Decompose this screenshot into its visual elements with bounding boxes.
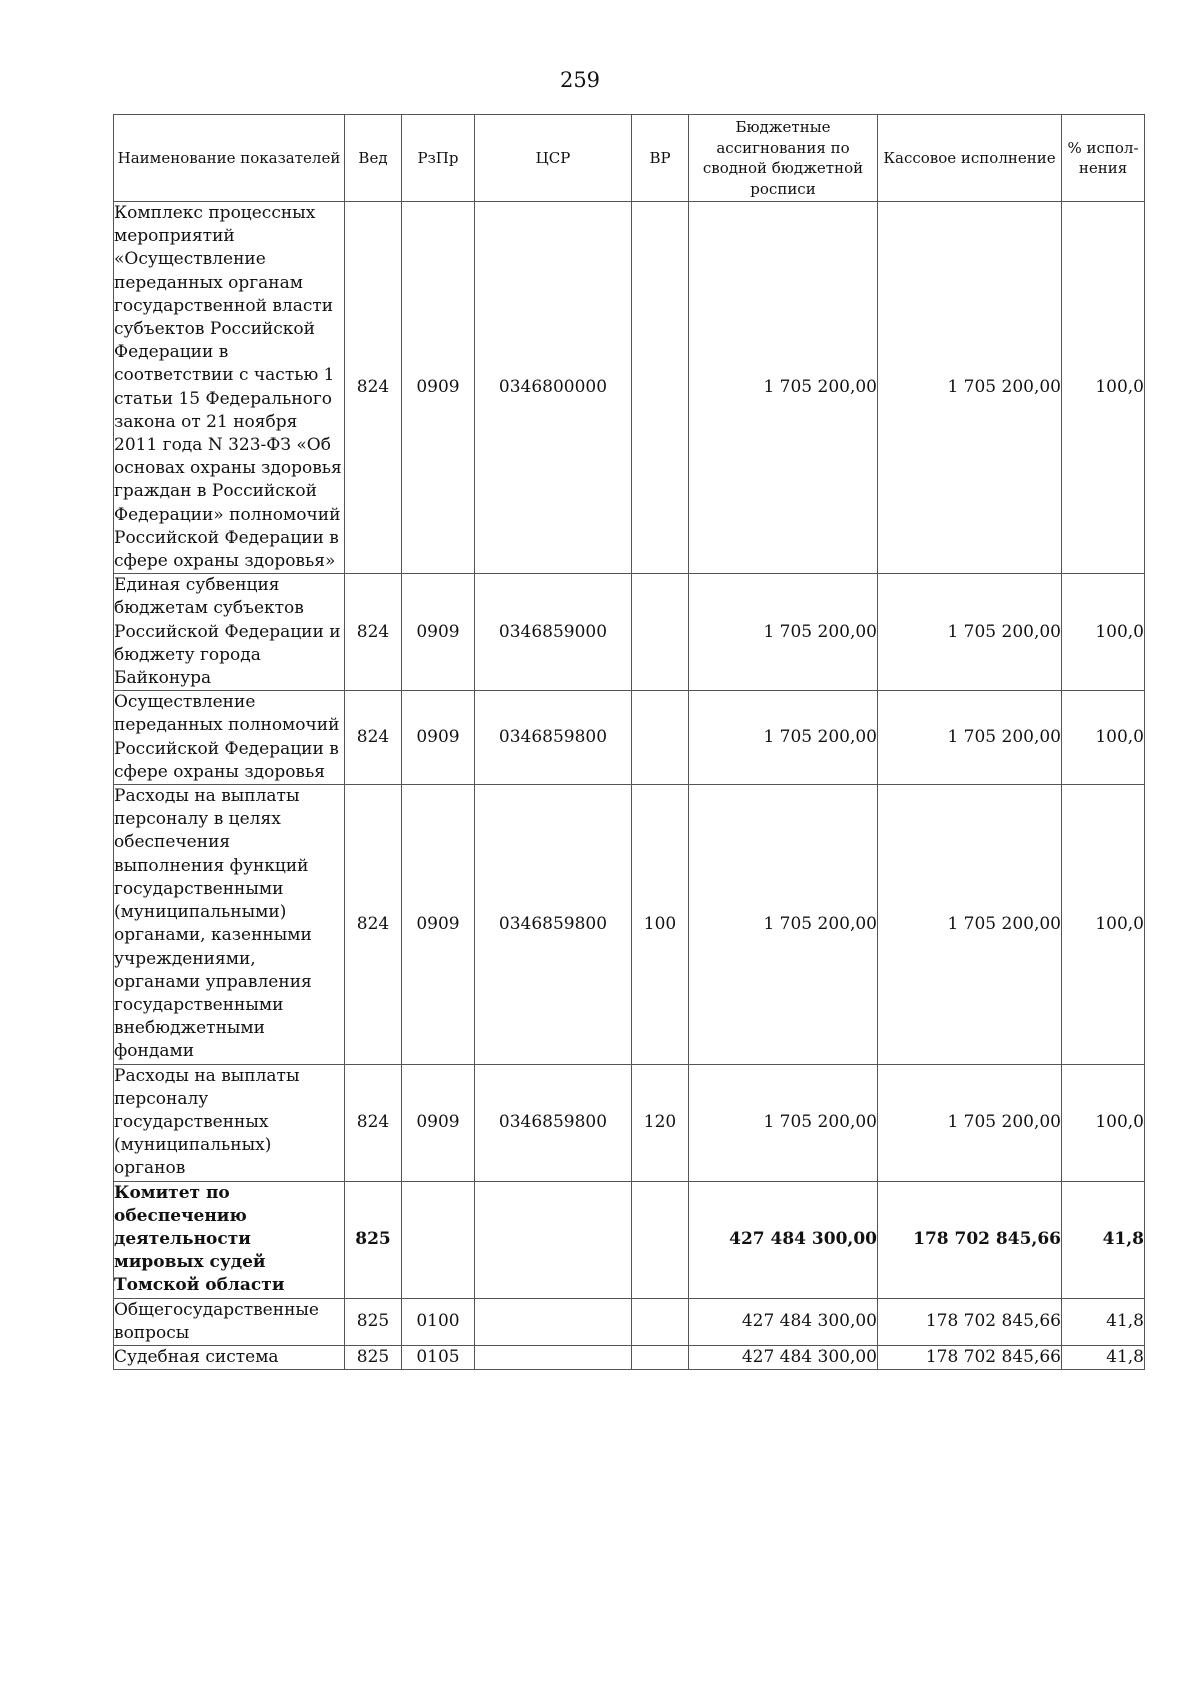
table-row (114, 785, 1145, 1064)
row-vr (632, 202, 689, 574)
header-percent-execution: % испол-нения (1062, 115, 1145, 202)
row-csr (475, 1181, 632, 1298)
header-ved: Вед (345, 115, 402, 202)
row-percent: 100,0 (1062, 691, 1145, 785)
row-csr: 0346800000 (475, 202, 632, 574)
row-name: Осуществление переданных полномочий Российской Федерации в сфере охраны здоровья (114, 691, 345, 785)
row-cash-execution: 1 705 200,00 (878, 202, 1062, 574)
row-name: Расходы на выплаты персоналу государственных (муниципальных) органов (114, 1064, 345, 1181)
table-row (114, 1181, 1145, 1298)
row-vr (632, 574, 689, 691)
row-csr (475, 1298, 632, 1345)
row-csr: 0346859800 (475, 691, 632, 785)
row-percent: 100,0 (1062, 785, 1145, 1064)
row-vr (632, 1345, 689, 1369)
table-row (114, 1298, 1145, 1345)
row-ved: 824 (345, 785, 402, 1064)
row-name: Единая субвенция бюджетам субъектов Российской Федерации и бюджету города Байконура (114, 574, 345, 691)
page-number: 259 (559, 68, 601, 92)
header-vr: ВР (632, 115, 689, 202)
row-percent: 100,0 (1062, 574, 1145, 691)
row-percent: 100,0 (1062, 202, 1145, 574)
row-vr (632, 1298, 689, 1345)
header-assignments: Бюджетные ассигнования по сводной бюджетной росписи (689, 115, 878, 202)
row-assignments: 1 705 200,00 (689, 785, 878, 1064)
row-assignments: 427 484 300,00 (689, 1298, 878, 1345)
row-rzpr: 0909 (402, 574, 475, 691)
row-rzpr: 0909 (402, 1064, 475, 1181)
row-cash-execution: 1 705 200,00 (878, 574, 1062, 691)
row-assignments: 427 484 300,00 (689, 1181, 878, 1298)
row-cash-execution: 178 702 845,66 (878, 1298, 1062, 1345)
row-ved: 825 (345, 1345, 402, 1369)
table-row (114, 202, 1145, 574)
row-percent: 41,8 (1062, 1345, 1145, 1369)
table-row (114, 1345, 1145, 1369)
row-rzpr: 0100 (402, 1298, 475, 1345)
row-assignments: 1 705 200,00 (689, 1064, 878, 1181)
table-row (114, 1064, 1145, 1181)
row-rzpr: 0105 (402, 1345, 475, 1369)
header-cash-execution: Кассовое исполнение (878, 115, 1062, 202)
row-csr: 0346859000 (475, 574, 632, 691)
row-csr: 0346859800 (475, 1064, 632, 1181)
row-name: Общегосударственные вопросы (114, 1298, 345, 1345)
row-assignments: 1 705 200,00 (689, 691, 878, 785)
row-name: Расходы на выплаты персоналу в целях обеспечения выполнения функций государственными (муниципальными) органами, казенными учреждениями, органами управления государственными внебюджетными фондами (114, 785, 345, 1064)
table-header-row (114, 115, 1145, 202)
row-ved: 825 (345, 1181, 402, 1298)
row-ved: 824 (345, 202, 402, 574)
row-cash-execution: 1 705 200,00 (878, 1064, 1062, 1181)
row-ved: 824 (345, 574, 402, 691)
table-row (114, 691, 1145, 785)
row-rzpr: 0909 (402, 202, 475, 574)
row-vr (632, 691, 689, 785)
header-name: Наименование показателей (114, 115, 345, 202)
row-csr (475, 1345, 632, 1369)
row-cash-execution: 178 702 845,66 (878, 1345, 1062, 1369)
row-cash-execution: 178 702 845,66 (878, 1181, 1062, 1298)
row-vr (632, 1181, 689, 1298)
header-rzpr: РзПр (402, 115, 475, 202)
header-csr: ЦСР (475, 115, 632, 202)
row-percent: 41,8 (1062, 1181, 1145, 1298)
row-cash-execution: 1 705 200,00 (878, 785, 1062, 1064)
row-rzpr (402, 1181, 475, 1298)
row-assignments: 1 705 200,00 (689, 202, 878, 574)
budget-execution-table (113, 114, 1145, 1370)
row-name: Судебная система (114, 1345, 345, 1369)
row-percent: 41,8 (1062, 1298, 1145, 1345)
table-row (114, 574, 1145, 691)
row-ved: 825 (345, 1298, 402, 1345)
row-cash-execution: 1 705 200,00 (878, 691, 1062, 785)
row-rzpr: 0909 (402, 785, 475, 1064)
row-csr: 0346859800 (475, 785, 632, 1064)
row-name: Комитет по обеспечению деятельности мировых судей Томской области (114, 1181, 345, 1298)
row-vr: 120 (632, 1064, 689, 1181)
row-ved: 824 (345, 691, 402, 785)
row-vr: 100 (632, 785, 689, 1064)
row-assignments: 1 705 200,00 (689, 574, 878, 691)
row-name: Комплекс процессных мероприятий «Осуществление переданных органам государственной власти субъектов Российской Федерации в соответствии с частью 1 статьи 15 Федерального закона от 21 ноября 2011 года N 323-ФЗ «Об основах охраны здоровья граждан в Российской Федерации» полномочий Российской Федерации в сфере охраны здоровья» (114, 202, 345, 574)
row-rzpr: 0909 (402, 691, 475, 785)
row-percent: 100,0 (1062, 1064, 1145, 1181)
row-assignments: 427 484 300,00 (689, 1345, 878, 1369)
row-ved: 824 (345, 1064, 402, 1181)
